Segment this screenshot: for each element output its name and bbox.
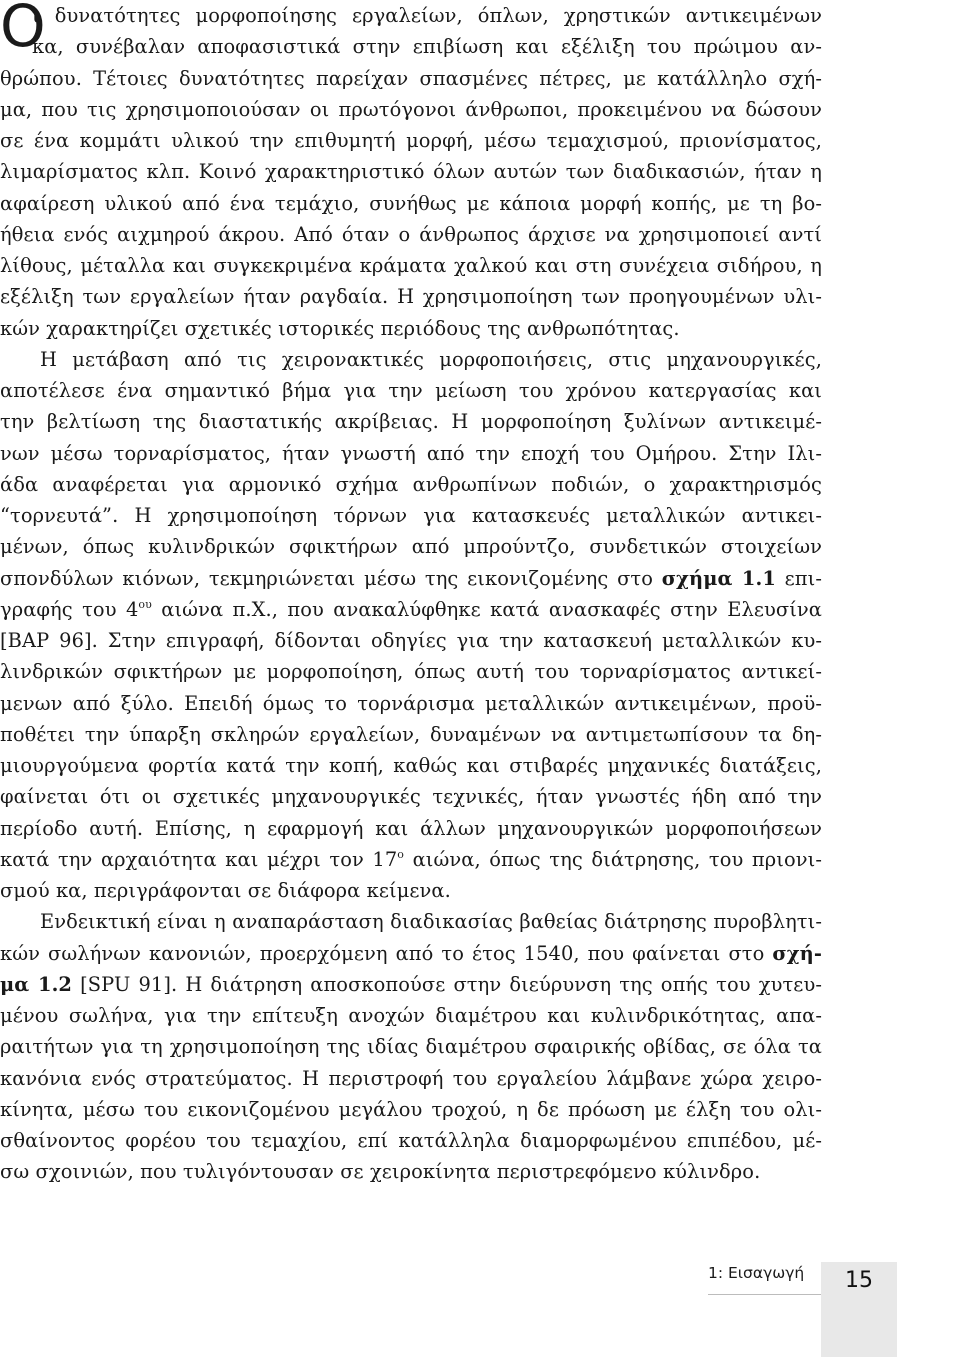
text-line: [0, 688, 822, 719]
text-line: [0, 1094, 822, 1125]
text-run: σμού κα, περιγράφονται σε διάφορα κείμενα.: [0, 879, 451, 902]
text-run: μένου σωλήνα, για την επίτευξη ανοχών διαμέτρου και κυλινδρικότητας, απα-: [0, 1004, 822, 1027]
text-run: κανόνια ενός στρατεύματος. Η περιστροφή του εργαλείου λάμβανε χώρα χειρο-: [0, 1066, 822, 1090]
text-line: [0, 1156, 822, 1187]
text-line: [0, 844, 822, 875]
text-run: λίθους, μέταλλα και συγκεκριμένα κράματα χαλκού και στη συνέχεια σιδήρου, η: [0, 254, 822, 277]
text-line: [0, 63, 822, 94]
page-number: 15: [845, 1268, 873, 1293]
text-line: [0, 656, 822, 687]
text-line: [0, 219, 822, 250]
text-run: σε ένα κομμάτι υλικού την επιθυμητή μορφή, μέσω τεμαχισμού, πριονίσματος,: [0, 129, 822, 152]
text-run: [SPU 91]. Η διάτρηση αποσκοπούσε στην διεύρυνση της οπής του χυτευ-: [72, 972, 822, 996]
text-run: επι-: [775, 566, 823, 590]
drop-cap: Ο: [0, 0, 46, 60]
text-run: κατά την αρχαιότητα και μέχρι τον 17: [0, 847, 398, 871]
text-run: μα, που τις χρησιμοποιούσαν οι πρωτόγονοι άνθρωποι, προκειμένου να δώσουν: [0, 97, 822, 121]
text-line: [0, 469, 822, 500]
text-run: Ενδεικτική είναι η αναπαράσταση διαδικασίας βαθείας διάτρησης πυροβλητι-: [40, 910, 822, 934]
text-line: [0, 0, 822, 31]
text-run: άδα αναφέρεται για αρμονικό σχήμα ανθρωπίνων ποδιών, ο χαρακτηρισμός: [0, 472, 822, 496]
text-line: [0, 781, 822, 812]
text-run: λιμαρίσματος κλπ. Κοινό χαρακτηριστικό όλων αυτών των διαδικασιών, ήταν η: [0, 160, 822, 184]
text-run: “τορνευτά”. Η χρησιμοποίηση τόρνων για κατασκευές μεταλλικών αντικει-: [0, 504, 822, 527]
text-run: μένων, όπως κυλινδρικών σφικτήρων από μπρούντζο, συνδετικών στοιχείων: [0, 535, 822, 559]
figure-reference: μα 1.2: [0, 972, 73, 996]
text-line: [0, 969, 822, 1000]
text-line: [0, 313, 822, 344]
text-run: [ΒΑΡ 96]. Στην επιγραφή, δίδονται οδηγίες για την κατασκευή μεταλλικών κυ-: [0, 629, 822, 652]
text-line: [0, 156, 822, 187]
text-run: νων μέσω τορναρίσματος, ήταν γνωστή από την εποχή του Ομήρου. Στην Ιλι-: [0, 441, 822, 465]
text-line: [0, 94, 822, 125]
chapter-label: 1: Εισαγωγή: [708, 1264, 805, 1282]
text-run: κών χαρακτηρίζει σχετικές ιστορικές περιόδους της ανθρωπότητας.: [0, 316, 680, 340]
text-line: [0, 1063, 822, 1094]
text-line: [0, 594, 822, 625]
text-run: αιώνα π.Χ., που ανακαλύφθηκε κατά ανασκαφές στην Ελευσίνα: [151, 597, 823, 621]
text-line: [0, 375, 822, 406]
text-run: λινδρικών σφικτήρων με μορφοποίηση, όπως αυτή του τορναρίσματος αντικεί-: [0, 660, 822, 684]
text-run: μενων από ξύλο. Επειδή όμως το τορνάρισμα μεταλλικών αντικειμένων, προϋ-: [0, 691, 822, 715]
text-run: αποτέλεσε ένα σημαντικό βήμα για την μείωση του χρόνου κατεργασίας και: [0, 379, 822, 402]
text-run: θρώπου. Τέτοιες δυνατότητες παρείχαν σπασμένες πέτρες, με κατάλληλο σχή-: [0, 66, 822, 90]
text-line: [0, 344, 822, 375]
text-run: φαίνεται ότι οι σχετικές μηχανουργικές τεχνικές, ήταν γνωστές ήδη από την: [0, 785, 822, 809]
text-line: [0, 906, 822, 937]
text-line: [0, 500, 822, 531]
text-run: σω σχοινιών, που τυλιγόντουσαν σε χειροκίνητα περιστρεφόμενο κύλινδρο.: [0, 1160, 761, 1184]
footer-divider: [708, 1294, 821, 1295]
text-line: [0, 188, 822, 219]
text-line: [0, 1031, 822, 1062]
text-run: ι δυνατότητες μορφοποίησης εργαλείων, όπλων, χρηστικών αντικειμένων: [32, 4, 822, 27]
text-line: [0, 281, 822, 312]
text-line: [0, 563, 822, 594]
text-run: αιώνα, όπως της διάτρησης, του πριονι-: [404, 847, 822, 871]
text-line: [0, 31, 822, 62]
text-run: κα, συνέβαλαν αποφασιστικά στην επιβίωση και εξέλιξη του πρώιμου αν-: [32, 35, 822, 59]
text-run: ήθεια ενός αιχμηρού άκρου. Από όταν ο άνθρωπος άρχισε να χρησιμοποιεί αντί: [0, 222, 822, 246]
text-run: ραιτήτων για τη χρησιμοποίηση της ιδίας διαμέτρου σφαιρικής οβίδας, σε όλα τα: [0, 1035, 822, 1059]
text-line: [0, 250, 822, 281]
text-line: [0, 1000, 822, 1031]
text-line: [0, 1125, 822, 1156]
text-line: [0, 438, 822, 469]
text-run: αφαίρεση υλικού από ένα τεμάχιο, συνήθως με κάποια μορφή κοπής, με τη βο-: [0, 191, 822, 215]
text-line: [0, 938, 822, 969]
text-run: την βελτίωση της διαστατικής ακρίβειας. Η μορφοποίηση ξυλίνων αντικειμέ-: [0, 410, 822, 434]
text-run: περίοδο αυτή. Επίσης, η εφαρμογή και άλλων μηχανουργικών μορφοποιήσεων: [0, 816, 822, 840]
text-run: κίνητα, μέσω του εικονιζομένου μεγάλου τροχού, η δε πρόωση με έλξη του ολι-: [0, 1097, 822, 1121]
text-line: [0, 406, 822, 437]
text-run: ποθέτει την ύπαρξη σκληρών εργαλείων, δυναμένων να αντιμετωπίσουν τα δη-: [0, 722, 822, 746]
text-run: εξέλιξη των εργαλείων ήταν ραγδαία. Η χρησιμοποίηση των προηγουμένων υλι-: [0, 285, 822, 309]
text-line: [0, 750, 822, 781]
figure-reference: σχή-: [772, 941, 822, 965]
text-line: [0, 875, 822, 906]
text-run: σθαίνοντος φορέου του τεμαχίου, επί κατάλληλα διαμορφωμένου επιπέδου, μέ-: [0, 1129, 822, 1152]
figure-reference: σχήμα 1.1: [661, 566, 776, 590]
text-line: [0, 625, 822, 656]
ordinal-superscript: ου: [138, 597, 152, 611]
text-line: [0, 531, 822, 562]
text-line: [0, 125, 822, 156]
text-run: μιουργούμενα φορτία κατά την κοπή, καθώς και στιβαρές μηχανικές διατάξεις,: [0, 754, 822, 777]
ordinal-superscript: ο: [397, 847, 405, 861]
text-line: [0, 719, 822, 750]
text-run: Η μετάβαση από τις χειρονακτικές μορφοποιήσεις, στις μηχανουργικές,: [40, 347, 822, 371]
text-run: σπονδύλων κιόνων, τεκμηριώνεται μέσω της εικονιζομένης στο: [0, 566, 662, 590]
text-run: κών σωλήνων κανονιών, προερχόμενη από το έτος 1540, που φαίνεται στο: [0, 941, 773, 965]
text-line: [0, 813, 822, 844]
text-run: γραφής του 4: [0, 597, 139, 621]
